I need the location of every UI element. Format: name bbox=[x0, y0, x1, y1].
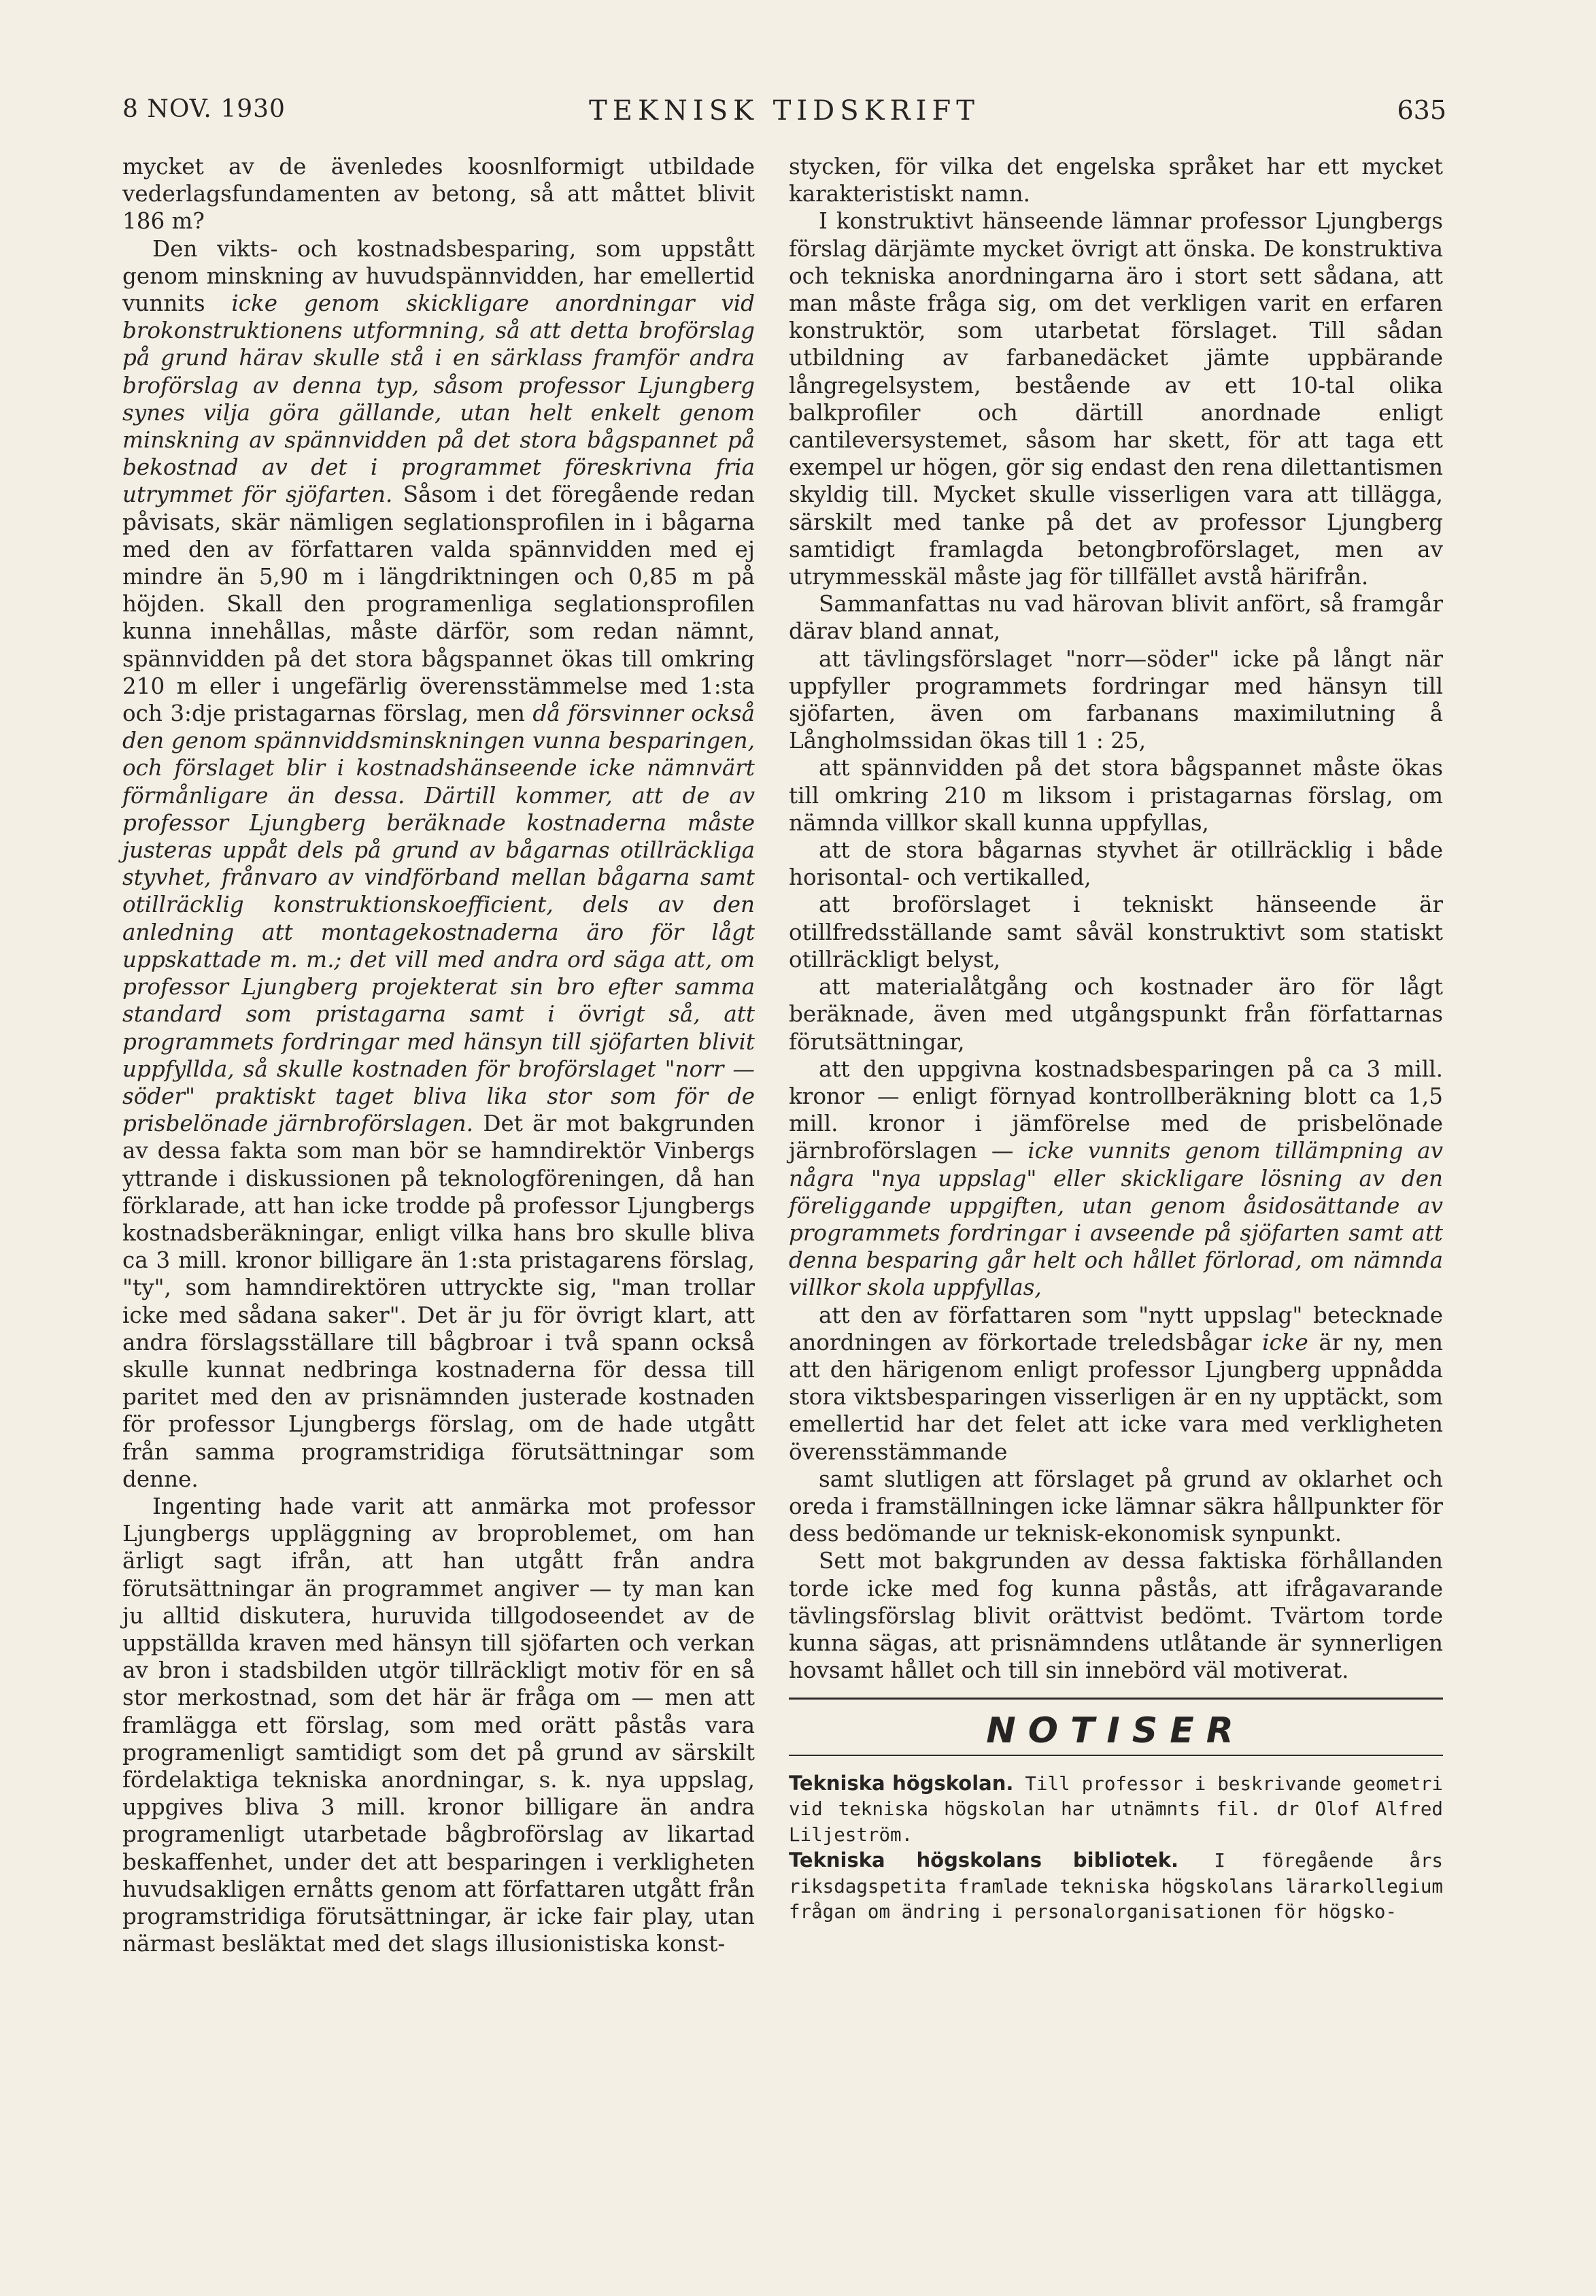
notice-heading: Tekniska högskolans bibliotek. bbox=[789, 1848, 1178, 1872]
left_column-paragraph bbox=[122, 235, 755, 1493]
right_column-paragraph bbox=[789, 891, 1443, 973]
notice-text: I föregående års riksdagspetita framlade tekniska högskolans lärarkollegium frågan om ändring i personalorganisationen för högsko- bbox=[789, 1850, 1443, 1923]
text-run: I konstruktivt hänseende lämnar professor Ljungbergs förslag därjämte mycket övrigt att önska. De konstruktiva och tekniska anordningarna äro i stort sett sådana, att man måste fråga sig, om det verkligen varit en erfaren konstruktör, som utarbetat förslaget. Till sådan utbildning av farbanedäcket jämte uppbärande långregelsystem, bestående av ett 10-tal olika balkprofiler och därtill anordnade enligt cantileversystemet, såsom har skett, för att taga ett exempel ur högen, gör sig endast den rena dilettantismen skyldig till. Mycket skulle visserligen vara att tillägga, särskilt med tanke på det av professor Ljungberg samtidigt framlagda betongbroförslaget, men av utrymmesskäl måste jag för tillfället avstå härifrån. bbox=[789, 208, 1443, 590]
text-run: att broförslaget i tekniskt hänseende är otillfredsställande samt såväl konstruktivt som statiskt otillräckligt belyst, bbox=[789, 892, 1443, 973]
italic-text: icke vunnits genom tillämpning av några "nya uppslag" eller skickligare lösning av den föreliggande uppgiften, utan genom åsidosättande av programmets fordringar i avseende på sjöfarten samt att denna besparing går helt och hållet förlorad, om nämnda villkor skola uppfyllas, bbox=[789, 1138, 1443, 1301]
notiser-bottom-rule bbox=[789, 1755, 1443, 1756]
left_column-paragraph bbox=[122, 153, 755, 235]
right_column-paragraph bbox=[789, 1547, 1443, 1684]
right_column-paragraph bbox=[789, 1302, 1443, 1466]
notiser-top-rule bbox=[789, 1698, 1443, 1700]
right_column-paragraph bbox=[789, 837, 1443, 891]
notiser-heading: NOTISER bbox=[986, 1710, 1246, 1752]
text-run: Sett mot bakgrunden av dessa faktiska förhållanden torde icke med fog kunna påstås, att ifrågavarande tävlingsförslag blivit orättvist bedömt. Tvärtom torde kunna sägas, att prisnämndens utlåtande är synnerligen hovsamt hållet och till sin innebörd väl motiverat. bbox=[789, 1548, 1443, 1684]
text-run: Såsom i det föregående redan påvisats, skär nämligen seglationsprofilen in i bågarna med den av författaren valda spännvidden med ej mindre än 5,90 m i längdriktningen och 0,85 m på höjden. Skall den programenliga seglationsprofilen kunna innehållas, måste därför, som redan nämnt, spännvidden på det stora bågspannet ökas till omkring 210 m eller i ungefärlig överensstämmelse med 1:sta och 3:dje pristagarnas förslag, men bbox=[122, 482, 755, 727]
notice-item bbox=[789, 1771, 1443, 1848]
italic-text: då försvinner också den genom spännviddsminskningen vunna besparingen, och förslaget blir i kostnadshänseende icke nämnvärt förmånligare än dessa. Därtill kommer, att de av professor Ljungberg beräknade kostnaderna måste justeras uppåt dels på grund av bågarnas otillräckliga styvhet, frånvaro av vindförband mellan bågarna samt otillräcklig konstruktionskoefficient, dels av den anledning att montagekostnaderna äro för lågt uppskattade m. m.; det vill med andra ord säga att, om professor Ljungberg projekterat sin bro efter samma standard som pristagarna samt i övrigt så, att programmets fordringar med hänsyn till sjöfarten blivit uppfyllda, så skulle kostnaden för broförslaget "norr —söder" praktiskt taget bliva lika stor som för de prisbelönade järnbroförslagen. bbox=[122, 700, 755, 1137]
text-run: att den uppgivna kostnadsbesparingen på ca 3 mill. kronor — enligt förnyad kontrollberäkning blott ca 1,5 mill. kronor i jämförelse med de prisbelönade järnbroförslagen — bbox=[789, 1056, 1443, 1164]
text-run: mycket av de ävenledes koosnlformigt utbildade vederlagsfundamenten av betong, så att måttet blivit 186 m? bbox=[122, 154, 755, 235]
right-column bbox=[789, 153, 1443, 1925]
right_column-paragraph bbox=[789, 973, 1443, 1056]
text-run: stycken, för vilka det engelska språket har ett mycket karakteristiskt namn. bbox=[789, 154, 1443, 207]
italic-text: icke bbox=[1262, 1329, 1308, 1355]
text-run: Den vikts- och kostnadsbesparing, som uppstått genom minskning av huvudspännvidden, har emellertid vunnits bbox=[122, 235, 755, 317]
notice-heading: Tekniska högskolan. bbox=[789, 1771, 1014, 1795]
notice-text: Till professor i beskrivande geometri vid tekniska högskolan har utnämnts fil. dr Olof Alfred Liljeström. bbox=[789, 1772, 1443, 1846]
journal-title: TEKNISK TIDSKRIFT bbox=[589, 95, 980, 126]
page-number: 635 bbox=[1397, 95, 1446, 125]
right_column-paragraph bbox=[789, 207, 1443, 590]
text-run: att materialåtgång och kostnader äro för lågt beräknade, även med utgångspunkt från författarnas förutsättningar, bbox=[789, 974, 1443, 1055]
right_column-paragraph bbox=[789, 645, 1443, 755]
notice-item bbox=[789, 1848, 1443, 1925]
issue-date: 8 NOV. 1930 bbox=[122, 95, 286, 123]
right-column-body bbox=[789, 153, 1443, 1684]
text-run: samt slutligen att förslaget på grund av oklarhet och oreda i framställningen icke lämnar säkra hållpunkter för dess bedömande ur teknisk-ekonomisk synpunkt. bbox=[789, 1466, 1443, 1547]
text-run: att tävlingsförslaget "norr—söder" icke på långt när uppfyller programmets fordringar med hänsyn till sjöfarten, även om farbanans maximilutning å Långholmssidan ökas till 1 : 25, bbox=[789, 645, 1443, 754]
right_column-paragraph bbox=[789, 153, 1443, 207]
notiser-list bbox=[789, 1771, 1443, 1925]
left_column-paragraph bbox=[122, 1493, 755, 1957]
text-run: Det är mot bakgrunden av dessa fakta som man bör se hamndirektör Vinbergs yttrande i diskussionen på teknologföreningen, då han förklarade, att han icke trodde på professor Ljungbergs kostnadsberäkningar, enligt vilka hans bro skulle bliva ca 3 mill. kronor billigare än 1:sta pristagarens förslag, "ty", som hamndirektören uttryckte sig, "man trollar icke med sådana saker". Det är ju för övrigt klart, att andra förslagsställare till bågbroar i två spann också skulle kunnat nedbringa kostnaderna för dessa till paritet med den av prisnämnden justerade kostnaden för professor Ljungbergs förslag, om de hade utgått från samma programstridiga förutsättningar som denne. bbox=[122, 1111, 755, 1492]
right_column-paragraph bbox=[789, 1466, 1443, 1548]
text-run: Ingenting hade varit att anmärka mot professor Ljungbergs uppläggning av broproblemet, om han ärligt sagt ifrån, att han utgått från andra förutsättningar än programmet angiver — ty man kan ju alltid diskutera, huruvida tillgodoseendet av de uppställda kraven med hänsyn till sjöfarten och verkan av bron i stadsbilden utgör tillräckligt motiv för en så stor merkostnad, som det här är fråga om — men att framlägga ett förslag, som med orätt påstås vara programenligt samtidigt som det på grund av särskilt fördelaktiga tekniska anordningar, s. k. nya uppslag, uppgives bliva 3 mill. kronor billigare än andra programenligt utarbetade bågbroförslag av likartad beskaffenhet, under det att besparingen i verkligheten huvudsakligen ernåtts genom att författaren utgått från programstridiga förutsättningar, är icke fair play, utan närmast besläktat med det slags illusionistiska konst- bbox=[122, 1493, 755, 1957]
page-header bbox=[122, 95, 1446, 136]
text-run: att den av författaren som "nytt uppslag" betecknade anordningen av förkortade treledsbågar bbox=[789, 1302, 1443, 1355]
text-run: är ny, men att den härigenom enligt professor Ljungberg uppnådda stora viktsbesparingen visserligen är en ny upptäckt, som emellertid har det felet att icke vara med verkligheten överensstämmande bbox=[789, 1329, 1443, 1465]
text-run: Sammanfattas nu vad härovan blivit anfört, så framgår därav bland annat, bbox=[789, 591, 1443, 645]
italic-text: icke genom skickligare anordningar vid brokonstruktionens utformning, så att detta broförslag på grund härav skulle stå i en särklass framför andra broförslag av denna typ, såsom professor Ljungberg synes vilja göra gällande, utan helt enkelt genom minskning av spännvidden på det stora bågspannet på bekostnad av det i programmet föreskrivna fria utrymmet för sjöfarten. bbox=[122, 290, 755, 508]
right_column-paragraph bbox=[789, 590, 1443, 645]
text-run: att spännvidden på det stora bågspannet måste ökas till omkring 210 m liksom i pristagarnas förslag, om nämnda villkor skall kunna uppfyllas, bbox=[789, 755, 1443, 836]
right_column-paragraph bbox=[789, 754, 1443, 837]
right_column-paragraph bbox=[789, 1056, 1443, 1302]
text-run: att de stora bågarnas styvhet är otillräcklig i både horisontal- och vertikalled, bbox=[789, 837, 1443, 891]
left-column bbox=[122, 153, 755, 1957]
